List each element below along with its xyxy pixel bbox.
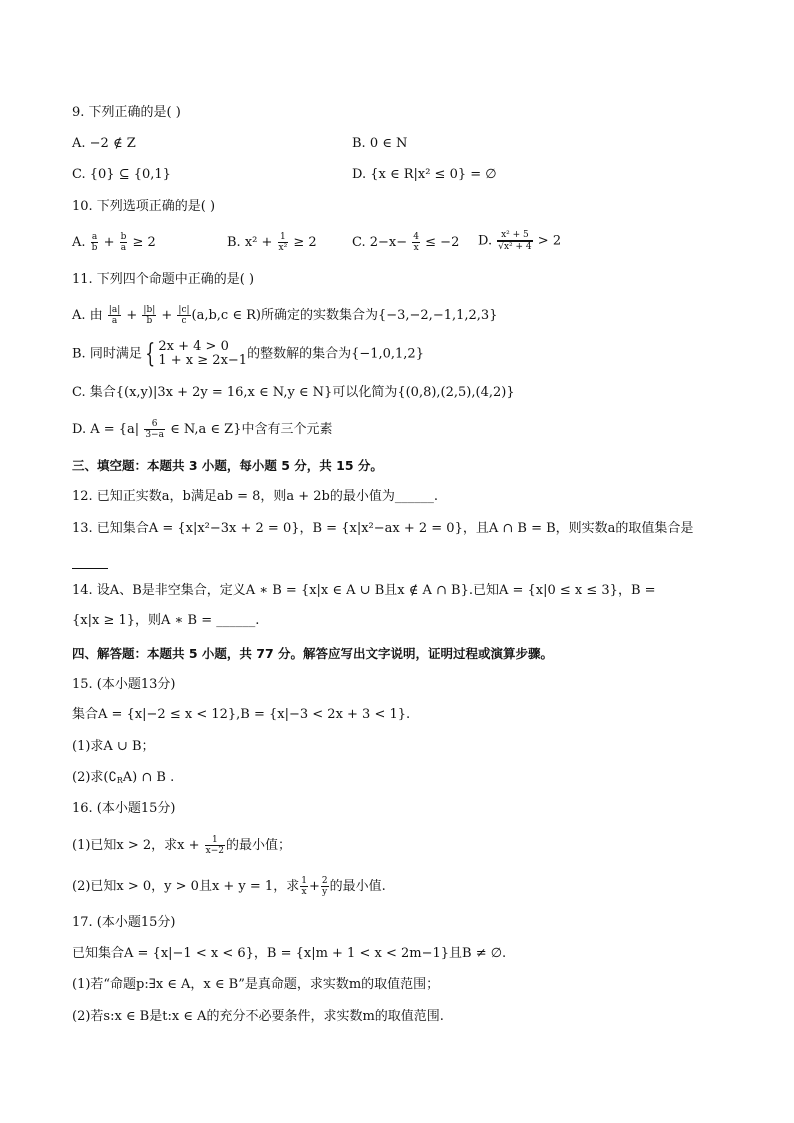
frac-num: 1: [278, 232, 289, 243]
q9-option-b: B. 0 ∈ N: [352, 136, 408, 151]
fraction-six-over: [144, 419, 165, 440]
frac-num: 1: [205, 835, 225, 846]
section-heading-fill-blank: 三、填空题：本题共 3 小题，每小题 5 分，共 15 分。: [72, 458, 383, 473]
q9-option-a: A. −2 ∉ Z: [72, 136, 136, 151]
frac-den: x²: [278, 243, 288, 253]
frac-den: y: [322, 887, 328, 897]
frac-den: a: [120, 243, 127, 253]
frac-den: a: [111, 316, 118, 326]
frac-den: 3−a: [145, 430, 164, 440]
q11-a-tail: (a,b,c ∈ R)所确定的实数集合为{−3,−2,−1,1,2,3}: [191, 308, 498, 323]
q16-p2-plus: +: [308, 879, 320, 894]
q9-option-d: D. {x ∈ R|x² ≤ 0} = ∅: [352, 167, 497, 182]
q16-head: 16. (本小题15分): [72, 801, 176, 816]
q16-part-1: [72, 835, 291, 856]
q10-c-label: C. 2−x−: [352, 235, 408, 250]
frac-num: x² + 5: [497, 230, 532, 241]
q10-stem: 10. 下列选项正确的是( ): [72, 199, 216, 214]
q17-part-2: (2)若s:x ∈ B是t:x ∈ A的充分不必要条件，求实数m的取值范围.: [72, 1009, 444, 1024]
system-line-1: 2x + 4 > 0: [158, 339, 229, 354]
fraction-one-over-x-minus-2: [205, 835, 225, 856]
fraction-abs-a: [108, 305, 121, 326]
q15-body: 集合A = {x|−2 ≤ x < 12},B = {x|−3 < 2x + 3 < 1}.: [72, 707, 411, 722]
q15-head: 15. (本小题13分): [72, 677, 176, 692]
q15-p2-pre: (2)求(∁: [72, 770, 117, 785]
frac-num: 6: [144, 419, 165, 430]
fraction-abs-c: [177, 305, 190, 326]
frac-num: 2: [321, 876, 328, 886]
q11-option-c: C. 集合{(x,y)|3x + 2y = 16,x ∈ N,y ∈ N}可以化简为{(0,8),(2,5),(4,2)}: [72, 385, 515, 400]
q17-part-1: (1)若“命题p:∃x ∈ A，x ∈ B”是真命题，求实数m的取值范围；: [72, 977, 440, 992]
frac-den: b: [146, 316, 153, 326]
frac-den: x: [301, 887, 307, 897]
fraction-abs-b: [142, 305, 156, 326]
fraction-one-over-x2: [278, 232, 289, 253]
q13: 13. 已知集合A = {x|x²−3x + 2 = 0}，B = {x|x²−ax + 2 = 0}，且A ∩ B = B，则实数a的取值集合是: [72, 521, 694, 536]
q17-body: 已知集合A = {x|−1 < x < 6}，B = {x|m + 1 < x < 2m−1}且B ≠ ∅.: [72, 946, 507, 961]
q17-head: 17. (本小题15分): [72, 915, 176, 930]
q10-a-tail: ≥ 2: [132, 235, 156, 250]
q16-part-2: [72, 876, 386, 897]
q10-option-a: A. $\frac{a}{b}$ + $\frac{b}{a}$ ≥ 2: [72, 232, 156, 253]
frac-den: x: [413, 243, 419, 253]
section-heading-solutions: 四、解答题：本题共 5 小题，共 77 分。解答应写出文字说明，证明过程或演算步骤。: [72, 646, 554, 661]
frac-num: |b|: [143, 305, 156, 315]
frac-den: c: [181, 316, 187, 326]
fraction-one-over-x: [300, 876, 308, 897]
fraction-a-over-b: [91, 232, 99, 253]
q10-option-c: [352, 232, 459, 253]
frac-num: a: [91, 232, 98, 242]
q10-option-b: [227, 232, 317, 253]
q14-line-1: 14. 设A、B是非空集合，定义A ∗ B = {x|x ∈ A ∪ B且x ∉ A ∩ B}.已知A = {x|0 ≤ x ≤ 3}，B =: [72, 583, 656, 598]
system-line-2: 1 + x ≥ 2x−1: [158, 353, 248, 368]
frac-num: |a|: [108, 305, 121, 315]
q14-line-2: {x|x ≥ 1}，则A ∗ B = ______.: [72, 613, 260, 628]
q11-option-d: [72, 419, 332, 440]
q16-p2-pre: (2)已知x > 0，y > 0且x + y = 1，求: [72, 879, 300, 894]
q16-p1-post: 的最小值；: [226, 838, 292, 853]
q11-d-label: D. A = {a|: [72, 422, 140, 437]
answer-blank: [72, 550, 108, 569]
q11-d-tail: ∈ N,a ∈ Z}中含有三个元素: [170, 422, 333, 437]
q9-option-c: C. {0} ⊆ {0,1}: [72, 167, 171, 182]
q16-p1-pre: (1)已知x > 2，求x +: [72, 838, 200, 853]
q10-a-label: A.: [72, 235, 86, 250]
q10-b-label: B. x² +: [227, 235, 273, 250]
q11-a-label: A. 由: [72, 308, 103, 323]
frac-num: |c|: [178, 305, 190, 315]
inequality-system: [158, 340, 247, 368]
frac-num: b: [120, 232, 127, 242]
q11-b-label: B. 同时满足: [72, 346, 142, 362]
q10-d-tail: > 2: [537, 233, 562, 249]
q16-p2-post: 的最小值.: [329, 879, 386, 894]
q9-stem: 9. 下列正确的是( ): [72, 105, 181, 120]
q12: 12. 已知正实数a，b满足ab = 8，则a + 2b的最小值为______.: [72, 489, 439, 504]
q15-part-2: [72, 769, 174, 790]
q15-p2-post: A) ∩ B .: [122, 770, 175, 785]
left-brace: {: [145, 339, 156, 369]
q11-option-a: A. 由 $\frac{|a|}{a}$ + $\frac{|b|}{b}$ + $\frac{|c|}{c}$ (a,b,c ∈ R)所确定的实数集合为{−3,−2,−1,1,2,3}: [72, 305, 498, 326]
q10-d-label: D.: [478, 233, 493, 249]
q11-option-b: [72, 340, 424, 368]
q11-stem: 11. 下列四个命题中正确的是( ): [72, 272, 255, 287]
q10-c-tail: ≤ −2: [425, 235, 460, 250]
q15-part-1: (1)求A ∪ B；: [72, 739, 155, 754]
fraction-b-over-a: [120, 232, 128, 253]
fraction-four-over-x: [412, 232, 420, 253]
frac-num: 1: [301, 876, 307, 886]
fraction-d10: [497, 230, 532, 252]
fraction-two-over-y: [321, 876, 329, 897]
frac-den: b: [91, 243, 98, 253]
frac-den-sqrt: √x² + 4: [498, 242, 532, 252]
q10-option-d: [478, 230, 561, 252]
q10-b-tail: ≥ 2: [293, 235, 317, 250]
q11-b-tail: 的整数解的集合为{−1,0,1,2}: [247, 346, 424, 362]
frac-num: 4: [413, 232, 420, 242]
q13-answer-blank: [72, 550, 108, 569]
frac-den: x−2: [205, 846, 225, 856]
q15-p2-sub: R: [116, 776, 123, 785]
